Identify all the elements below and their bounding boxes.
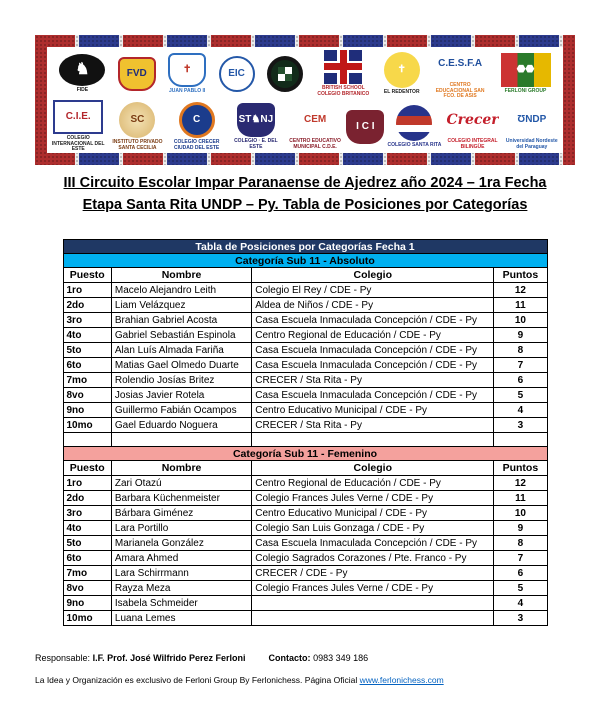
cell-colegio: CRECER / CDE - Py <box>252 566 494 581</box>
section-header-femenino <box>63 447 547 461</box>
column-header-puesto: Puesto <box>63 268 111 283</box>
spacer-row <box>63 433 547 447</box>
el-redentor-caption: EL REDENTOR <box>383 88 420 95</box>
juan-pablo-ii-caption: JUAN PABLO II <box>169 87 206 94</box>
column-header-row <box>63 268 547 283</box>
stanj-caption: COLEGIO · E. DEL ESTE <box>234 137 278 150</box>
logo-fide <box>59 54 105 94</box>
ferloni-group-icon: ⬣⬣ <box>501 53 551 87</box>
cell-nombre: Brahian Gabriel Acosta <box>111 313 251 328</box>
cell-nombre: Luana Lemes <box>111 611 251 626</box>
document-titles <box>0 172 610 216</box>
ici-icon: I C I <box>346 110 384 144</box>
cell-nombre: Gabriel Sebastián Espinola <box>111 328 251 343</box>
cell-puntos: 7 <box>494 358 547 373</box>
logo-cem <box>287 103 343 151</box>
cell-nombre: Macelo Alejandro Leith <box>111 283 251 298</box>
cell-puesto: 4to <box>63 328 111 343</box>
table-row <box>63 551 547 566</box>
section-header-absoluto-label: Categoría Sub 11 - Absoluto <box>63 254 547 268</box>
cell-puntos: 9 <box>494 328 547 343</box>
table-row <box>63 313 547 328</box>
cell-nombre: Lara Portillo <box>111 521 251 536</box>
table-row <box>63 298 547 313</box>
table-row <box>63 566 547 581</box>
cell-puntos: 4 <box>494 596 547 611</box>
logo-fvd-crest <box>118 57 156 91</box>
stanj-icon: ST♞NJ <box>237 103 275 137</box>
table-row <box>63 506 547 521</box>
cell-colegio: Colegio El Rey / CDE - Py <box>252 283 494 298</box>
cell-puntos: 8 <box>494 343 547 358</box>
crecer-script-caption: COLEGIO INTEGRAL BILINGÜE <box>447 137 498 150</box>
organizacion-text: La Idea y Organización es exclusivo de Ferloni Group By Ferlonichess. Página Oficial <box>35 675 360 685</box>
cell-puesto: 1ro <box>63 476 111 491</box>
femenino-rows <box>63 476 547 626</box>
cell-puesto: 8vo <box>63 388 111 403</box>
cell-colegio: CRECER / Sta Rita - Py <box>252 418 494 433</box>
cell-puesto: 4to <box>63 521 111 536</box>
table-row <box>63 521 547 536</box>
table-row <box>63 418 547 433</box>
column-header-colegio: Colegio <box>252 268 494 283</box>
cell-puntos: 11 <box>494 298 547 313</box>
cell-nombre: Alan Luís Almada Fariña <box>111 343 251 358</box>
cell-puntos: 12 <box>494 476 547 491</box>
footer-line-2 <box>35 675 610 685</box>
cem-caption: CENTRO EDUCATIVO MUNICIPAL C.D.E. <box>289 137 341 150</box>
official-site-link[interactable]: www.ferlonichess.com <box>359 675 444 685</box>
logo-row-bottom <box>47 100 563 153</box>
cell-puesto: 1ro <box>63 283 111 298</box>
logo-colegio-santa-rita <box>388 105 442 149</box>
cell-colegio <box>252 611 494 626</box>
cell-puntos: 12 <box>494 283 547 298</box>
undp-icon: ƱNDP <box>507 103 557 137</box>
cell-colegio: Casa Escuela Inmaculada Concepción / CDE - Py <box>252 536 494 551</box>
table-main-header-label: Tabla de Posiciones por Categorías Fecha 1 <box>63 240 547 254</box>
fide-icon: ♞ <box>59 54 105 86</box>
cell-puesto: 5to <box>63 536 111 551</box>
cell-nombre: Rayza Meza <box>111 581 251 596</box>
cell-colegio: Centro Educativo Municipal / CDE - Py <box>252 506 494 521</box>
section-header-absoluto <box>63 254 547 268</box>
logo-cie <box>50 100 106 153</box>
colegio-crecer-cde-icon: C <box>179 102 215 138</box>
cell-puesto: 3ro <box>63 506 111 521</box>
cell-puntos: 5 <box>494 581 547 596</box>
table-row <box>63 596 547 611</box>
footer-line-1 <box>35 653 610 663</box>
logo-santa-cecilia <box>109 102 165 152</box>
title-line-2: Etapa Santa Rita UNDP – Py. Tabla de Posiciones por Categorías <box>82 197 528 213</box>
contacto-value: 0983 349 186 <box>313 653 369 663</box>
cell-colegio: Casa Escuela Inmaculada Concepción / CDE - Py <box>252 343 494 358</box>
logo-ici <box>346 110 384 144</box>
table-row <box>63 373 547 388</box>
cell-puntos: 6 <box>494 373 547 388</box>
british-school-icon <box>324 50 362 84</box>
cell-puntos: 8 <box>494 536 547 551</box>
cell-nombre: Gael Eduardo Noguera <box>111 418 251 433</box>
cell-nombre: Lara Schirrmann <box>111 566 251 581</box>
table-row <box>63 491 547 506</box>
cell-puesto: 10mo <box>63 418 111 433</box>
el-redentor-icon: ✝ <box>384 52 420 88</box>
colegio-santa-rita-icon <box>396 105 432 141</box>
cell-puntos: 10 <box>494 506 547 521</box>
cell-nombre: Bárbara Giménez <box>111 506 251 521</box>
cell-colegio: Centro Regional de Educación / CDE - Py <box>252 476 494 491</box>
cell-puesto: 2do <box>63 491 111 506</box>
contacto-label: Contacto: <box>268 653 311 663</box>
table-row <box>63 358 547 373</box>
cell-colegio: Colegio Sagrados Corazones / Pte. Franco - Py <box>252 551 494 566</box>
cell-colegio: Centro Regional de Educación / CDE - Py <box>252 328 494 343</box>
santa-cecilia-icon: SC <box>119 102 155 138</box>
ferloni-group-caption: FERLONI GROUP <box>504 87 547 94</box>
cell-nombre: Josias Javier Rotela <box>111 388 251 403</box>
cell-puntos: 7 <box>494 551 547 566</box>
cell-puesto: 2do <box>63 298 111 313</box>
section-header-femenino-label: Categoría Sub 11 - Femenino <box>63 447 547 461</box>
cell-colegio: Colegio Frances Jules Verne / CDE - Py <box>252 491 494 506</box>
responsable-name: I.F. Prof. José Wilfrido Perez Ferloni <box>92 653 246 663</box>
logo-juan-pablo-ii <box>168 53 206 95</box>
cell-colegio: CRECER / Sta Rita - Py <box>252 373 494 388</box>
cell-nombre: Isabela Schmeider <box>111 596 251 611</box>
sponsor-logo-banner <box>35 35 575 165</box>
cell-puntos: 9 <box>494 521 547 536</box>
eic-icon: EIC <box>219 56 255 92</box>
cell-nombre: Marianela González <box>111 536 251 551</box>
cell-puesto: 10mo <box>63 611 111 626</box>
cell-colegio: Casa Escuela Inmaculada Concepción / CDE - Py <box>252 358 494 373</box>
table-row <box>63 283 547 298</box>
cell-nombre: Zari Otazú <box>111 476 251 491</box>
title-line-1: III Circuito Escolar Impar Paranaense de Ajedrez año 2024 – 1ra Fecha <box>63 175 547 191</box>
logo-ferloni-group <box>501 53 551 95</box>
table-row <box>63 328 547 343</box>
cell-puntos: 3 <box>494 418 547 433</box>
cell-colegio: Aldea de Niños / CDE - Py <box>252 298 494 313</box>
responsable-label: Responsable: <box>35 653 91 663</box>
logo-undp <box>504 103 560 151</box>
juan-pablo-ii-icon: ✝ <box>168 53 206 87</box>
column-header-nombre: Nombre <box>111 268 251 283</box>
table-row <box>63 581 547 596</box>
cell-puntos: 5 <box>494 388 547 403</box>
logo-club-ferlonichess <box>267 56 303 92</box>
colegio-crecer-cde-caption: COLEGIO CRECER CIUDAD DEL ESTE <box>173 138 220 151</box>
cell-puesto: 6to <box>63 551 111 566</box>
cem-icon: CEM <box>290 103 340 137</box>
club-ferlonichess-icon <box>267 56 303 92</box>
banner-inner <box>47 47 563 153</box>
cell-puesto: 6to <box>63 358 111 373</box>
logo-british-school <box>315 50 371 98</box>
table-row <box>63 343 547 358</box>
cell-puntos: 3 <box>494 611 547 626</box>
cell-nombre: Liam Velázquez <box>111 298 251 313</box>
cell-colegio: Centro Educativo Municipal / CDE - Py <box>252 403 494 418</box>
table-row <box>63 611 547 626</box>
cell-puesto: 7mo <box>63 566 111 581</box>
cell-nombre: Matias Gael Olmedo Duarte <box>111 358 251 373</box>
cell-nombre: Barbara Küchenmeister <box>111 491 251 506</box>
table-row <box>63 388 547 403</box>
cell-puesto: 9no <box>63 403 111 418</box>
logo-row-top <box>47 47 563 100</box>
cell-puesto: 7mo <box>63 373 111 388</box>
table-row <box>63 476 547 491</box>
cell-puntos: 6 <box>494 566 547 581</box>
logo-stanj <box>228 103 284 151</box>
column-header-puntos: Puntos <box>494 268 547 283</box>
cell-puesto: 5to <box>63 343 111 358</box>
undp-caption: Universidad Nordeste del Paraguay <box>505 137 558 150</box>
cie-caption: COLEGIO INTERNACIONAL DEL ESTE <box>51 134 105 153</box>
crecer-script-icon: Crecer <box>447 103 499 137</box>
cesfa-icon: C.E.S.F.A <box>435 47 485 81</box>
cell-nombre: Amara Ahmed <box>111 551 251 566</box>
colegio-santa-rita-caption: COLEGIO SANTA RITA <box>387 141 442 148</box>
fvd-crest-icon: FVD <box>118 57 156 91</box>
logo-cesfa <box>432 47 488 100</box>
cell-nombre: Rolendio Josías Britez <box>111 373 251 388</box>
column-header-puntos: Puntos <box>494 461 547 476</box>
cell-colegio: Colegio Frances Jules Verne / CDE - Py <box>252 581 494 596</box>
cell-puntos: 11 <box>494 491 547 506</box>
absoluto-rows <box>63 283 547 433</box>
cell-puesto: 9no <box>63 596 111 611</box>
column-header-row <box>63 461 547 476</box>
british-school-caption: BRITISH SCHOOL COLEGIO BRITANICO <box>317 84 370 97</box>
cell-colegio: Casa Escuela Inmaculada Concepción / CDE - Py <box>252 313 494 328</box>
cell-colegio: Colegio San Luis Gonzaga / CDE - Py <box>252 521 494 536</box>
santa-cecilia-caption: INSTITUTO PRIVADO SANTA CECILIA <box>112 138 163 151</box>
table-row <box>63 536 547 551</box>
cell-puesto: 8vo <box>63 581 111 596</box>
logo-eic <box>219 56 255 92</box>
cell-colegio <box>252 596 494 611</box>
cell-puesto: 3ro <box>63 313 111 328</box>
cell-nombre: Guillermo Fabián Ocampos <box>111 403 251 418</box>
cell-puntos: 10 <box>494 313 547 328</box>
cie-icon: C.I.E. <box>53 100 103 134</box>
standings-table <box>63 239 548 626</box>
fide-caption: FIDE <box>76 86 89 93</box>
cesfa-caption: CENTRO EDUCACIONAL SAN FCO. DE ASIS <box>435 81 485 100</box>
logo-crecer-script <box>445 103 501 151</box>
column-header-puesto: Puesto <box>63 461 111 476</box>
table-main-header <box>63 240 547 254</box>
column-header-nombre: Nombre <box>111 461 251 476</box>
table-row <box>63 403 547 418</box>
logo-colegio-crecer-cde <box>169 102 225 152</box>
column-header-colegio: Colegio <box>252 461 494 476</box>
cell-colegio: Casa Escuela Inmaculada Concepción / CDE - Py <box>252 388 494 403</box>
cell-puntos: 4 <box>494 403 547 418</box>
logo-el-redentor <box>384 52 420 96</box>
